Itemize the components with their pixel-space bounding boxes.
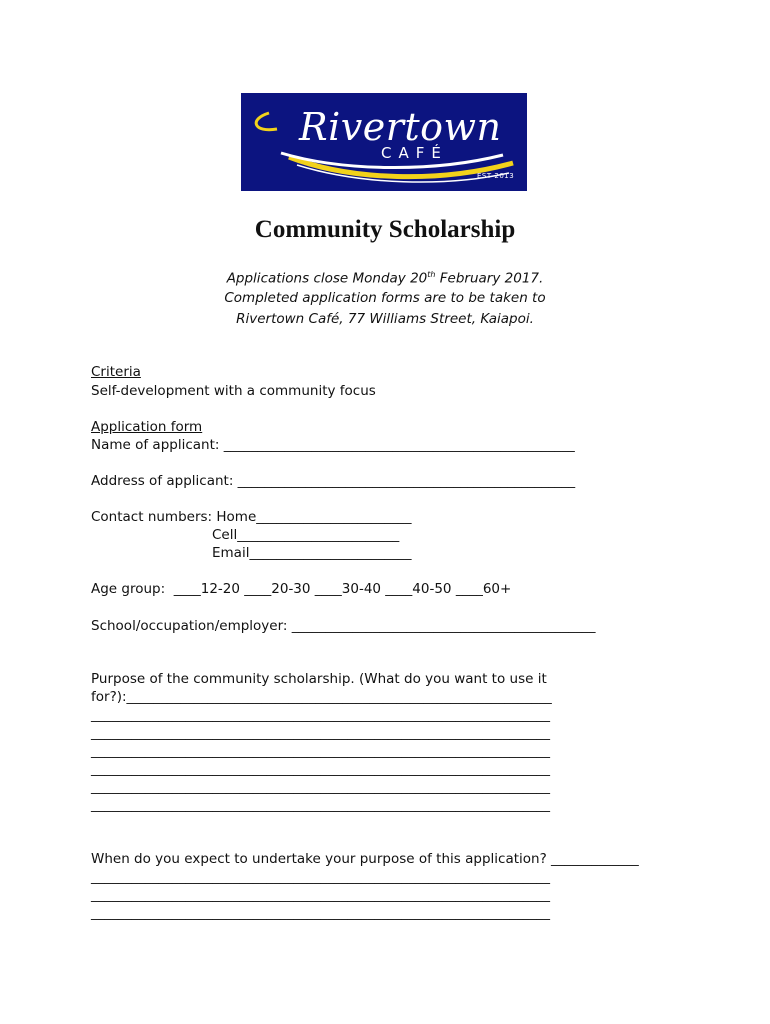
application-form-heading: Application form [91, 419, 203, 435]
purpose-blank-line[interactable]: ____________________________________________________________________ [91, 725, 550, 741]
logo-subtitle: CAFÉ [381, 144, 448, 162]
purpose-blank-line[interactable]: ____________________________________________________________________ [91, 761, 550, 777]
purpose-blank-line[interactable]: ____________________________________________________________________ [91, 797, 550, 813]
logo-wordmark: Rivertown [299, 105, 502, 149]
contact-email-field[interactable]: Email________________________ [212, 545, 412, 561]
closing-date-ordinal: th [427, 270, 436, 279]
purpose-question: Purpose of the community scholarship. (What do you want to use it [91, 671, 547, 687]
purpose-answer-line[interactable]: for?):_______________________________________________________________ [91, 689, 552, 705]
purpose-blank-line[interactable]: ____________________________________________________________________ [91, 779, 550, 795]
address-field[interactable]: Address of applicant: __________________________________________________ [91, 473, 576, 489]
school-occupation-field[interactable]: School/occupation/employer: _____________________________________________ [91, 618, 596, 634]
contact-cell-field[interactable]: Cell________________________ [212, 527, 400, 543]
timing-question[interactable]: When do you expect to undertake your purpose of this application? _____________ [91, 851, 639, 867]
submission-address: Rivertown Café, 77 Williams Street, Kaiapoi. [236, 311, 534, 327]
timing-blank-line[interactable]: ____________________________________________________________________ [91, 905, 550, 921]
closing-date-suffix: February 2017. [435, 270, 544, 287]
rivertown-cafe-logo [241, 93, 527, 191]
timing-blank-line[interactable]: ____________________________________________________________________ [91, 869, 550, 885]
closing-date-prefix: Applications close Monday 20 [226, 270, 428, 287]
criteria-heading: Criteria [91, 364, 141, 380]
purpose-blank-line[interactable]: ____________________________________________________________________ [91, 707, 550, 723]
timing-blank-line[interactable]: ____________________________________________________________________ [91, 887, 550, 903]
closing-date-line [0, 270, 770, 287]
contact-home-field[interactable]: Contact numbers: Home_______________________ [91, 509, 412, 525]
name-field[interactable]: Name of applicant: ____________________________________________________ [91, 437, 575, 453]
submission-instructions: Completed application forms are to be taken to [224, 290, 546, 306]
purpose-blank-line[interactable]: ____________________________________________________________________ [91, 743, 550, 759]
age-group-field[interactable]: Age group: ____12-20 ____20-30 ____30-40 ____40-50 ____60+ [91, 581, 512, 597]
criteria-text: Self-development with a community focus [91, 383, 376, 399]
logo-established: EST 2013 [477, 172, 515, 180]
page-title: Community Scholarship [254, 216, 516, 243]
